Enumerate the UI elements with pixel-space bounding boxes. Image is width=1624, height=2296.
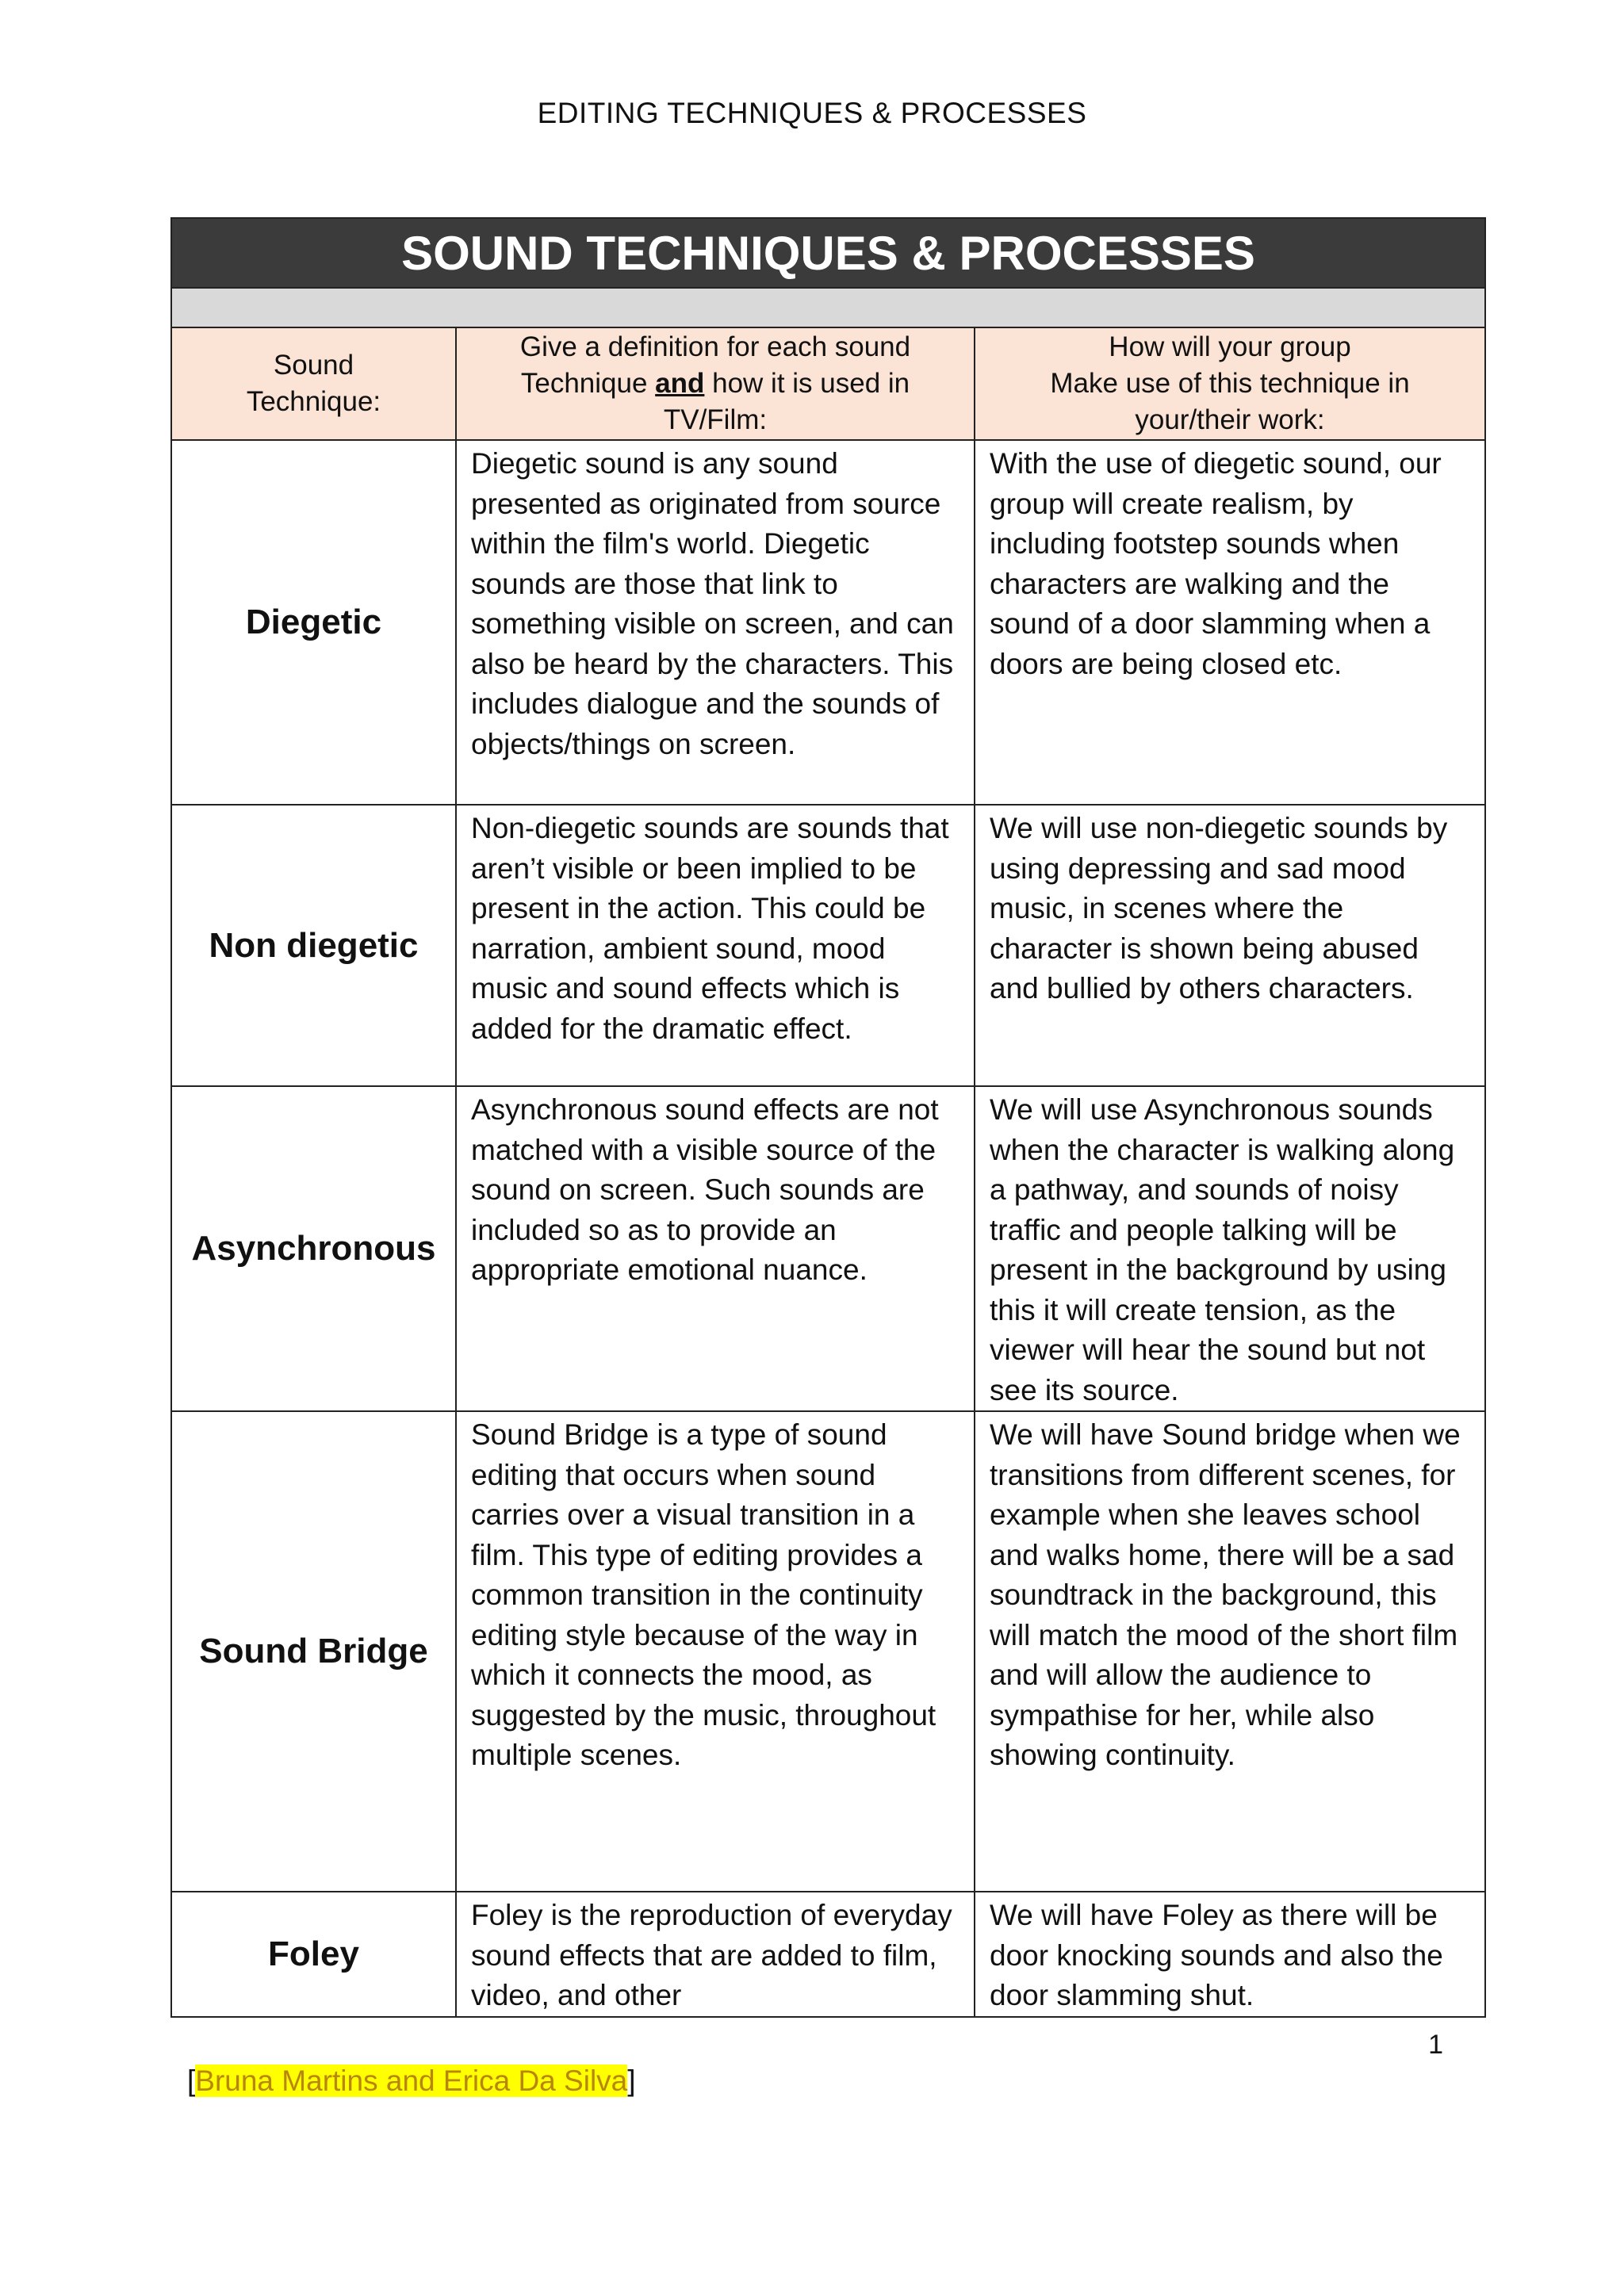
- usage-cell: We will have Foley as there will be door knocking sounds and also the door slamming shut.: [975, 1892, 1485, 2017]
- bracket-open: [: [187, 2064, 196, 2097]
- author-names: Bruna Martins and Erica Da Silva: [195, 2064, 628, 2097]
- column-header-definition: [456, 327, 975, 440]
- table-row-asynchronous: [171, 1086, 1485, 1411]
- definition-cell: Asynchronous sound effects are not matched with a visible source of the sound on screen. Such sounds are included so as to provide an appropriate emotional nuance.: [456, 1086, 975, 1411]
- table-row-diegetic: [171, 440, 1485, 805]
- header-emphasis: and: [655, 368, 705, 399]
- definition-cell: Sound Bridge is a type of sound editing that occurs when sound carries over a visual transition in a film. This type of editing provides a common transition in the continuity editing style because of the way in which it connects the mood, as suggested by the music, throughout multiple scenes.: [456, 1411, 975, 1892]
- table-title: SOUND TECHNIQUES & PROCESSES: [171, 218, 1485, 288]
- grey-spacer: [171, 288, 1485, 327]
- header-line: How will your group: [1109, 331, 1351, 362]
- header-line: Technique:: [246, 386, 381, 417]
- header-line: Sound: [273, 350, 354, 381]
- technique-name: Diegetic: [171, 440, 456, 805]
- table-row-sound-bridge: [171, 1411, 1485, 1892]
- header-line: Make use of this technique in: [1050, 368, 1410, 399]
- bracket-close: ]: [627, 2064, 636, 2097]
- technique-name: Non diegetic: [171, 805, 456, 1086]
- column-header-technique: [171, 327, 456, 440]
- spacer-row: [171, 288, 1485, 327]
- header-line: your/their work:: [1135, 404, 1325, 435]
- technique-name: Sound Bridge: [171, 1411, 456, 1892]
- usage-cell: We will use non-diegetic sounds by using depressing and sad mood music, in scenes where the character is shown being abused and bullied by others characters.: [975, 805, 1485, 1086]
- table-title-row: [171, 218, 1485, 288]
- header-text: Technique: [520, 368, 656, 399]
- page-header: EDITING TECHNIQUES & PROCESSES: [537, 97, 1087, 129]
- header-line: TV/Film:: [663, 404, 768, 435]
- definition-cell: Diegetic sound is any sound presented as originated from source within the film's world. Diegetic sounds are those that link to something visible on screen, and can also be heard by the characters. This includes dialogue and the sounds of objects/things on screen.: [456, 440, 975, 805]
- usage-cell: We will use Asynchronous sounds when the character is walking along a pathway, and sounds of noisy traffic and people talking will be present in the background by using this it will create tension, as the viewer will hear the sound but not see its source.: [975, 1086, 1485, 1411]
- page-number: 1: [1428, 2030, 1443, 2060]
- authors-footer: [187, 2064, 636, 2098]
- table-row-non-diegetic: [171, 805, 1485, 1086]
- technique-name: Foley: [171, 1892, 456, 2017]
- header-line: Give a definition for each sound: [519, 331, 911, 362]
- technique-name: Asynchronous: [171, 1086, 456, 1411]
- sound-techniques-table: [170, 217, 1486, 2018]
- usage-cell: With the use of diegetic sound, our group will create realism, by including footstep sounds when characters are walking and the sound of a door slamming when a doors are being closed etc.: [975, 440, 1485, 805]
- table-row-foley: [171, 1892, 1485, 2017]
- usage-cell: We will have Sound bridge when we transitions from different scenes, for example when she leaves school and walks home, there will be a sad soundtrack in the background, this will match the mood of the short film and will allow the audience to sympathise for her, while also showing continuity.: [975, 1411, 1485, 1892]
- header-text: how it is used in: [704, 368, 910, 399]
- definition-cell: Non-diegetic sounds are sounds that aren’t visible or been implied to be present in the action. This could be narration, ambient sound, mood music and sound effects which is added for the dramatic effect.: [456, 805, 975, 1086]
- column-header-row: [171, 327, 1485, 440]
- column-header-usage: [975, 327, 1485, 440]
- header-line: [469, 365, 961, 402]
- definition-cell: Foley is the reproduction of everyday sound effects that are added to film, video, and other: [456, 1892, 975, 2017]
